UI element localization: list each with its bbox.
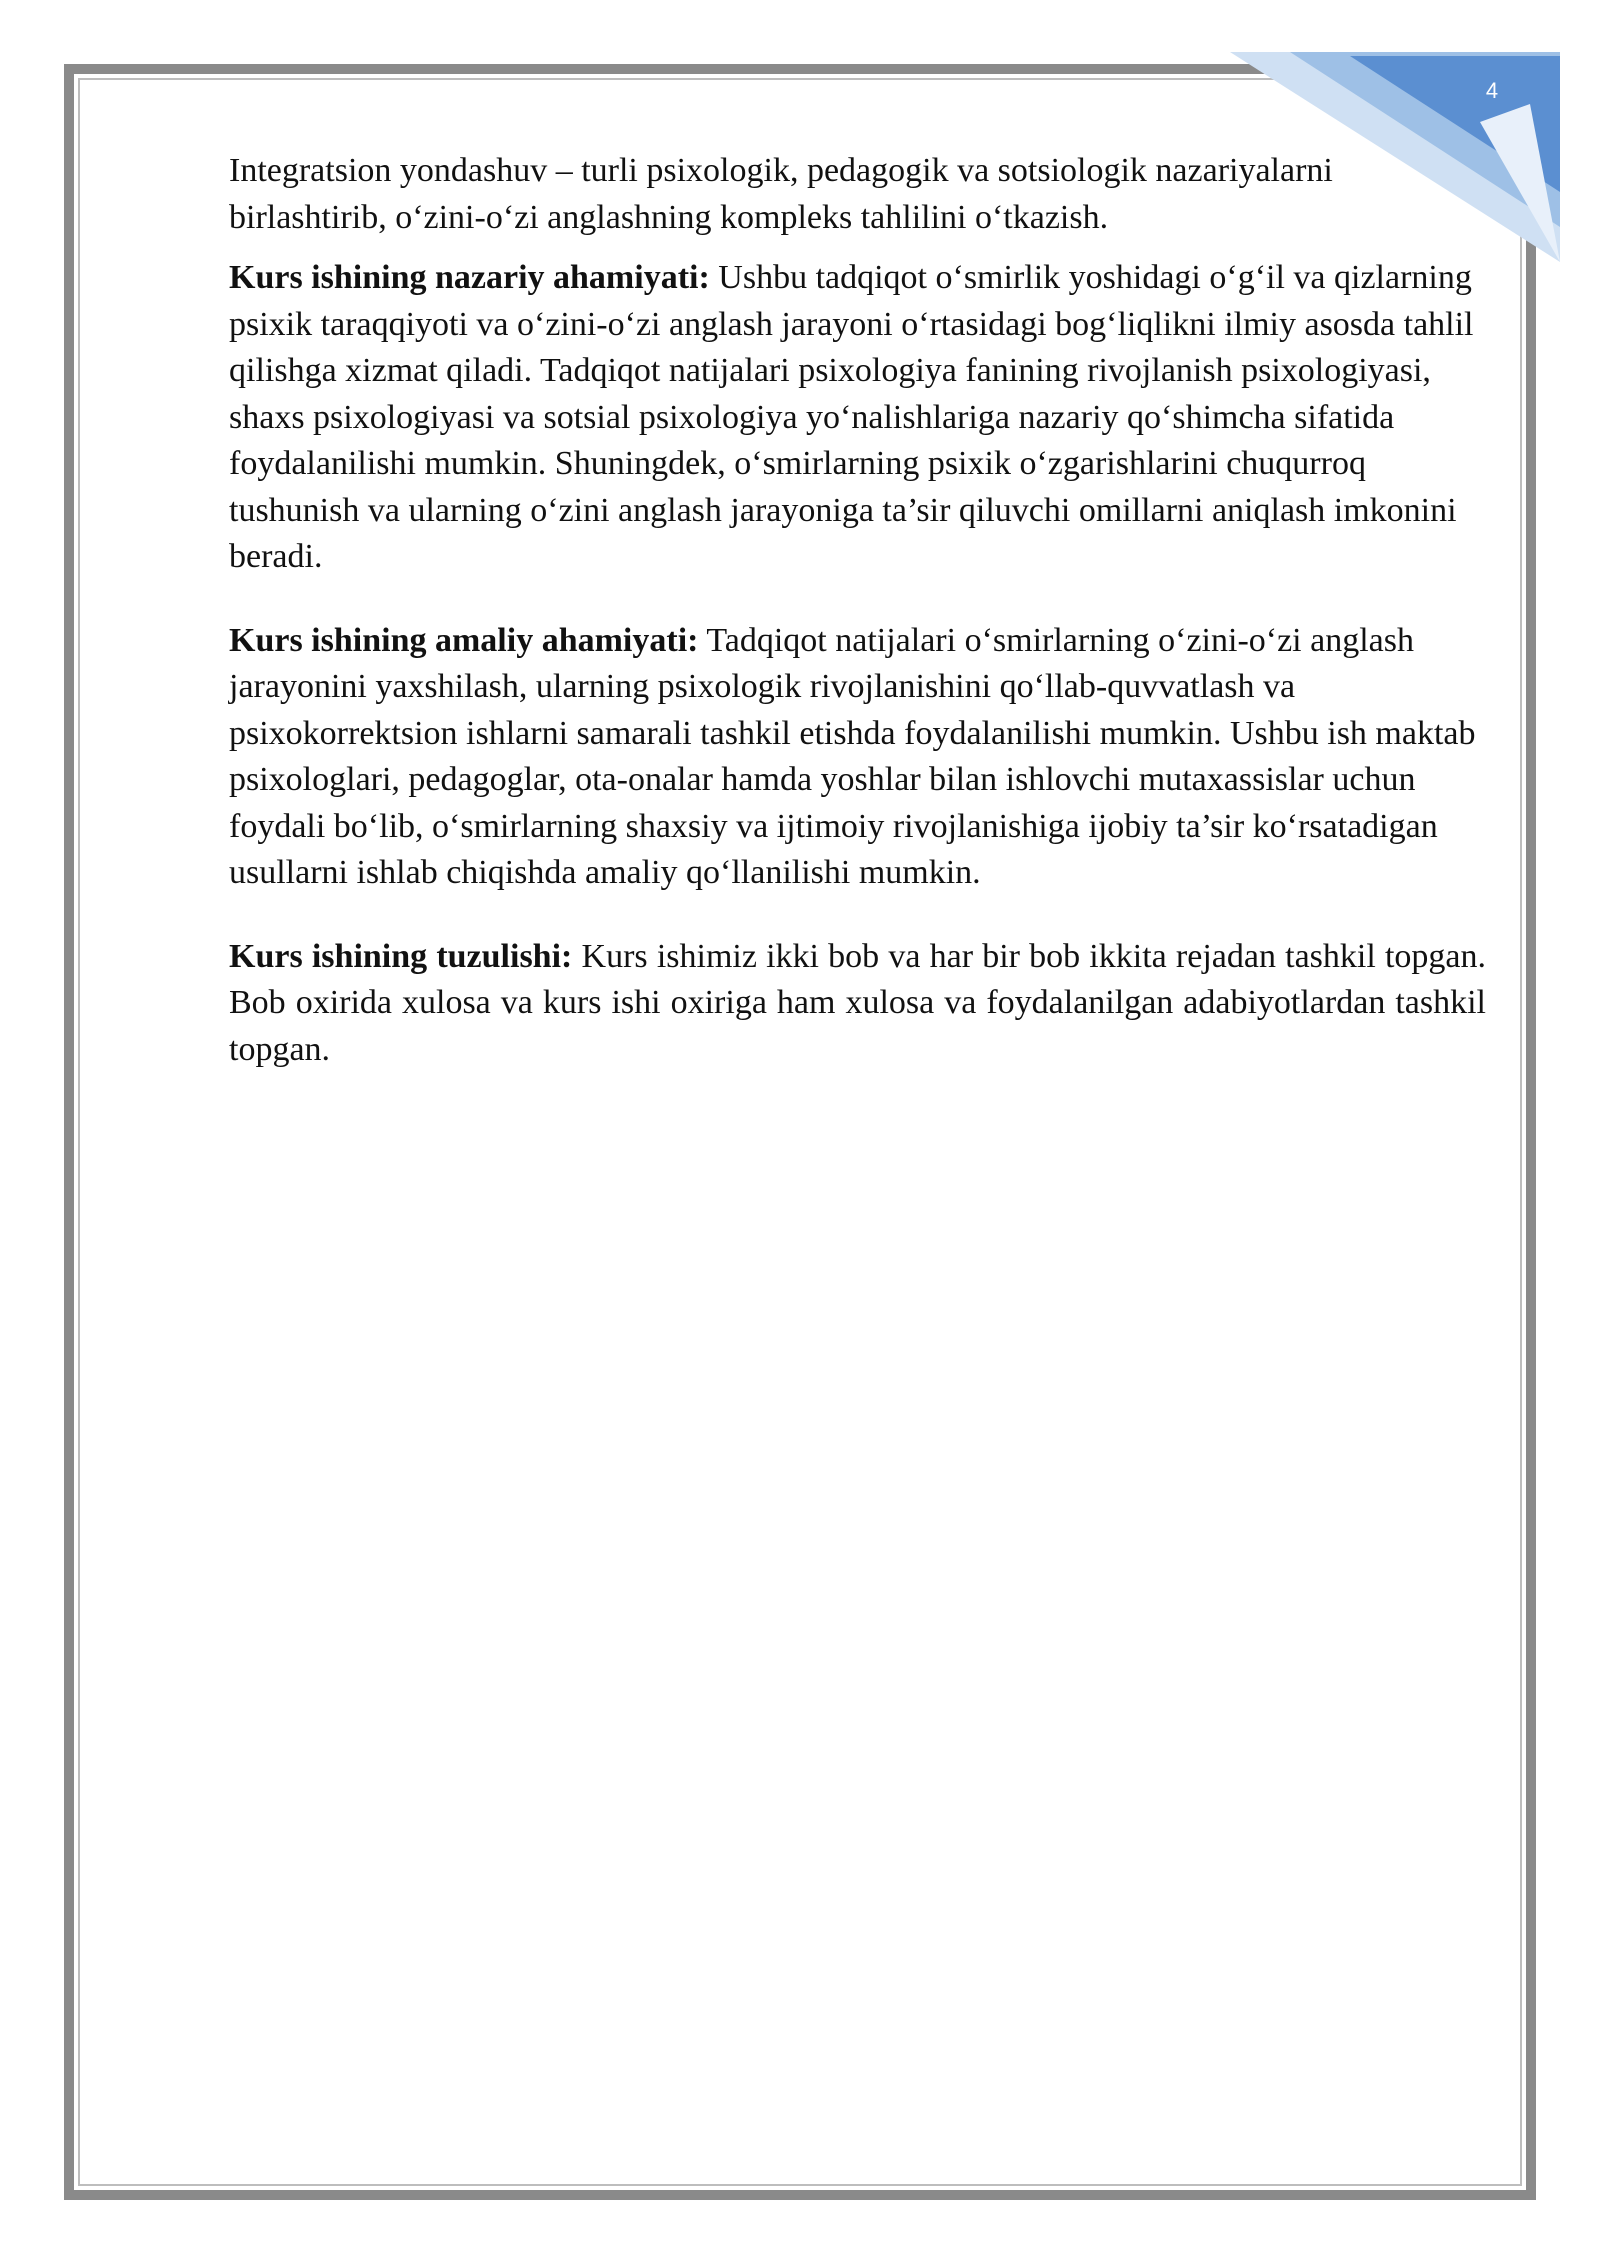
page-content (229, 148, 1486, 1073)
page-number: 4 (1485, 78, 1499, 103)
paragraph-text: Tadqiqot natijalari o‘smirlarning o‘zini-o‘zi anglash jarayonini yaxshilash, ularning psixologik rivojlanishini qo‘llab-quvvatlash va psixokorrektsion ishlarni samarali tashkil etishda foydalanilishi mumkin. Ushbu ish maktab psixologlari, pedagoglar, ota-onalar hamda yoshlar bilan ishlovchi mutaxassislar uchun foydali bo‘lib, o‘smirlarning shaxsiy va ijtimoiy rivojlanishiga ijobiy ta’sir ko‘rsatadigan usullarni ishlab chiqishda amaliy qo‘llanilishi mumkin. (229, 621, 1476, 891)
paragraph-integration-approach (229, 148, 1486, 241)
paragraph-heading: Kurs ishining amaliy ahamiyati: (229, 621, 699, 659)
paragraph-text: Integratsion yondashuv – turli psixologik, pedagogik va sotsiologik nazariyalarni birlashtirib, o‘zini-o‘zi anglashning kompleks tahlilini o‘tkazish. (229, 152, 1333, 236)
paragraph-heading: Kurs ishining tuzulishi: (229, 937, 573, 975)
paragraph-heading: Kurs ishining nazariy ahamiyati: (229, 259, 710, 296)
paragraph-theoretical-significance (229, 255, 1486, 581)
paragraph-structure (229, 934, 1486, 1074)
paragraph-practical-significance (229, 618, 1486, 897)
paragraph-text: Kurs ishimiz ikki bob va har bir bob ikkita rejadan tashkil topgan. Bob oxirida xulosa va kurs ishi oxiriga ham xulosa va foydalanilgan adabiyotlardan tashkil topgan. (229, 937, 1486, 1068)
paragraph-text: Ushbu tadqiqot o‘smirlik yoshidagi o‘g‘il va qizlarning psixik taraqqiyoti va o‘zini-o‘zi anglash jarayoni o‘rtasidagi bog‘liqlikni ilmiy asosda tahlil qilishga xizmat qiladi. Tadqiqot natijalari psixologiya fanining rivojlanish psixologiyasi, shaxs psixologiyasi va sotsial psixologiya yo‘nalishlariga nazariy qo‘shimcha sifatida foydalanilishi mumkin. Shuningdek, o‘smirlarning psixik o‘zgarishlarini chuqurroq tushunish va ularning o‘zini anglash jarayoniga ta’sir qiluvchi omillarni aniqlash imkonini beradi. (229, 259, 1474, 575)
